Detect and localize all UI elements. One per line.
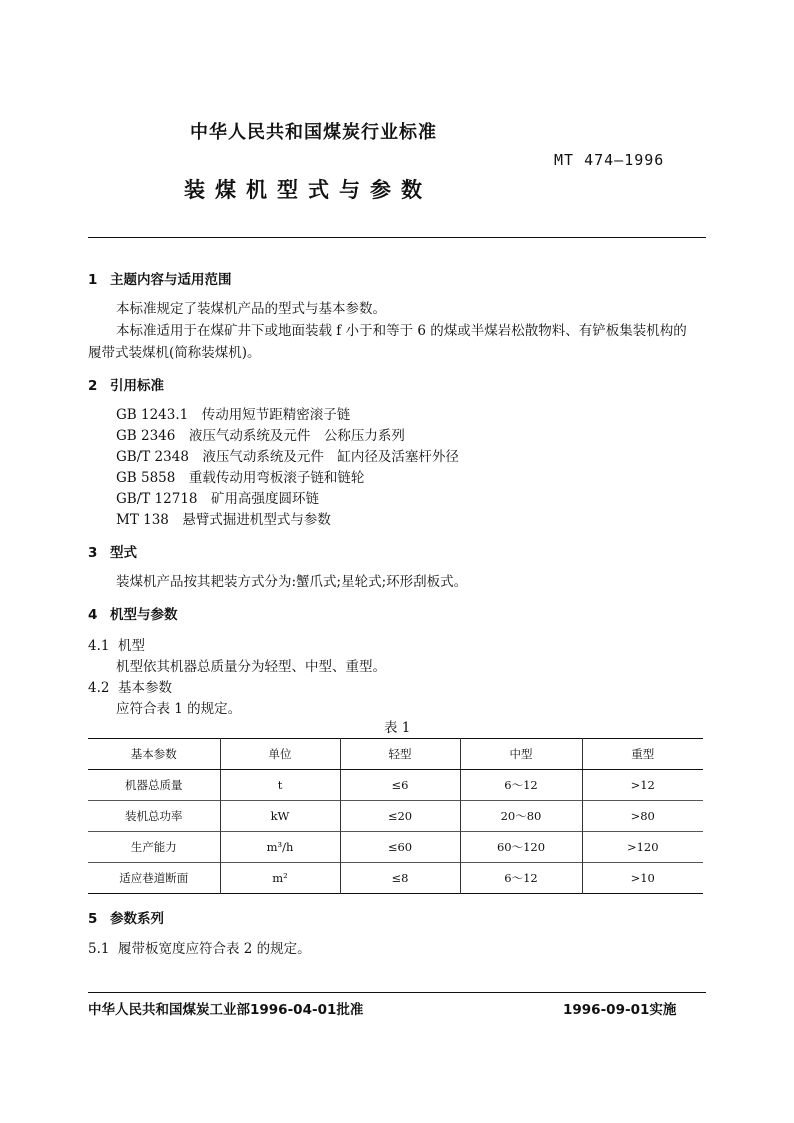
- section-number: 4: [88, 607, 98, 623]
- table-cell: ≤20: [340, 801, 460, 832]
- section-3-heading: [88, 541, 137, 561]
- section-number: 2: [88, 378, 98, 394]
- section-title: 引用标准: [110, 378, 164, 394]
- table-header-cell: 轻型: [340, 739, 460, 770]
- approval-line: 中华人民共和国煤炭工业部1996-04-01批准: [88, 1002, 364, 1018]
- paragraph: 机型依其机器总质量分为轻型、中型、重型。: [116, 659, 386, 675]
- paragraph: 本标准适用于在煤矿井下或地面装载 f 小于和等于 6 的煤或半煤岩松散物料、有铲板集装机构的: [116, 323, 687, 339]
- paragraph: 履带板宽度应符合表 2 的规定。: [118, 941, 311, 957]
- subsection-title: 基本参数: [118, 680, 172, 696]
- table-cell: 机器总质量: [88, 770, 220, 801]
- table-cell: 适应巷道断面: [88, 863, 220, 894]
- section-number: 1: [88, 272, 98, 288]
- table-header-cell: 中型: [460, 739, 582, 770]
- table-caption: 表 1: [384, 720, 411, 736]
- reference-item: MT 138 悬臂式掘进机型式与参数: [116, 512, 331, 528]
- table-row: [88, 863, 703, 894]
- section-5-heading: [88, 907, 164, 927]
- reference-item: GB 5858 重载传动用弯板滚子链和链轮: [116, 470, 365, 486]
- parameter-table: [88, 738, 703, 894]
- subsection-4-2-heading: [88, 676, 172, 696]
- top-rule: [88, 237, 706, 238]
- table-header-row: [88, 739, 703, 770]
- subsection-number: 4.2: [88, 680, 110, 696]
- reference-item: GB/T 12718 矿用高强度圆环链: [116, 491, 319, 507]
- reference-item: GB/T 2348 液压气动系统及元件 缸内径及活塞杆外径: [116, 449, 459, 465]
- section-title: 型式: [110, 545, 137, 561]
- table-cell: 60～120: [460, 832, 582, 863]
- table-cell: 6～12: [460, 770, 582, 801]
- table-cell: ≤8: [340, 863, 460, 894]
- table-cell: 装机总功率: [88, 801, 220, 832]
- section-1-heading: [88, 268, 232, 288]
- table-cell: ≤60: [340, 832, 460, 863]
- reference-item: GB 1243.1 传动用短节距精密滚子链: [116, 407, 351, 423]
- paragraph: 应符合表 1 的规定。: [116, 701, 242, 717]
- subsection-5-1: [88, 937, 311, 957]
- table-cell: kW: [220, 801, 340, 832]
- paragraph: 履带式装煤机(简称装煤机)。: [88, 345, 261, 361]
- section-4-heading: [88, 603, 178, 623]
- implementation-date: 1996-09-01实施: [563, 1002, 677, 1018]
- section-title: 主题内容与适用范围: [110, 272, 232, 288]
- bottom-rule: [88, 992, 706, 993]
- table-header-cell: 单位: [220, 739, 340, 770]
- paragraph: 本标准规定了装煤机产品的型式与基本参数。: [116, 301, 386, 317]
- table-row: [88, 832, 703, 863]
- table-cell: >120: [582, 832, 703, 863]
- table-cell: 生产能力: [88, 832, 220, 863]
- table-cell: >10: [582, 863, 703, 894]
- section-2-heading: [88, 374, 164, 394]
- table-row: [88, 770, 703, 801]
- table-header-cell: 重型: [582, 739, 703, 770]
- table-cell: >80: [582, 801, 703, 832]
- doc-title: 装煤机型式与参数: [184, 178, 432, 202]
- table-row: [88, 801, 703, 832]
- subsection-4-1-heading: [88, 634, 145, 654]
- section-number: 5: [88, 911, 98, 927]
- org-title: 中华人民共和国煤炭行业标准: [190, 122, 437, 143]
- subsection-title: 机型: [118, 638, 145, 654]
- paragraph: 装煤机产品按其耙装方式分为:蟹爪式;星轮式;环形刮板式。: [116, 574, 468, 590]
- table-cell: m²: [220, 863, 340, 894]
- standard-number: MT 474—1996: [554, 151, 665, 169]
- table-cell: ≤6: [340, 770, 460, 801]
- table-cell: >12: [582, 770, 703, 801]
- table-cell: 20～80: [460, 801, 582, 832]
- section-number: 3: [88, 545, 98, 561]
- table-cell: 6～12: [460, 863, 582, 894]
- subsection-number: 4.1: [88, 638, 110, 654]
- subsection-number: 5.1: [88, 941, 110, 957]
- section-title: 机型与参数: [110, 607, 178, 623]
- table-header-cell: 基本参数: [88, 739, 220, 770]
- section-title: 参数系列: [110, 911, 164, 927]
- table-cell: m³/h: [220, 832, 340, 863]
- table-cell: t: [220, 770, 340, 801]
- reference-item: GB 2346 液压气动系统及元件 公称压力系列: [116, 428, 405, 444]
